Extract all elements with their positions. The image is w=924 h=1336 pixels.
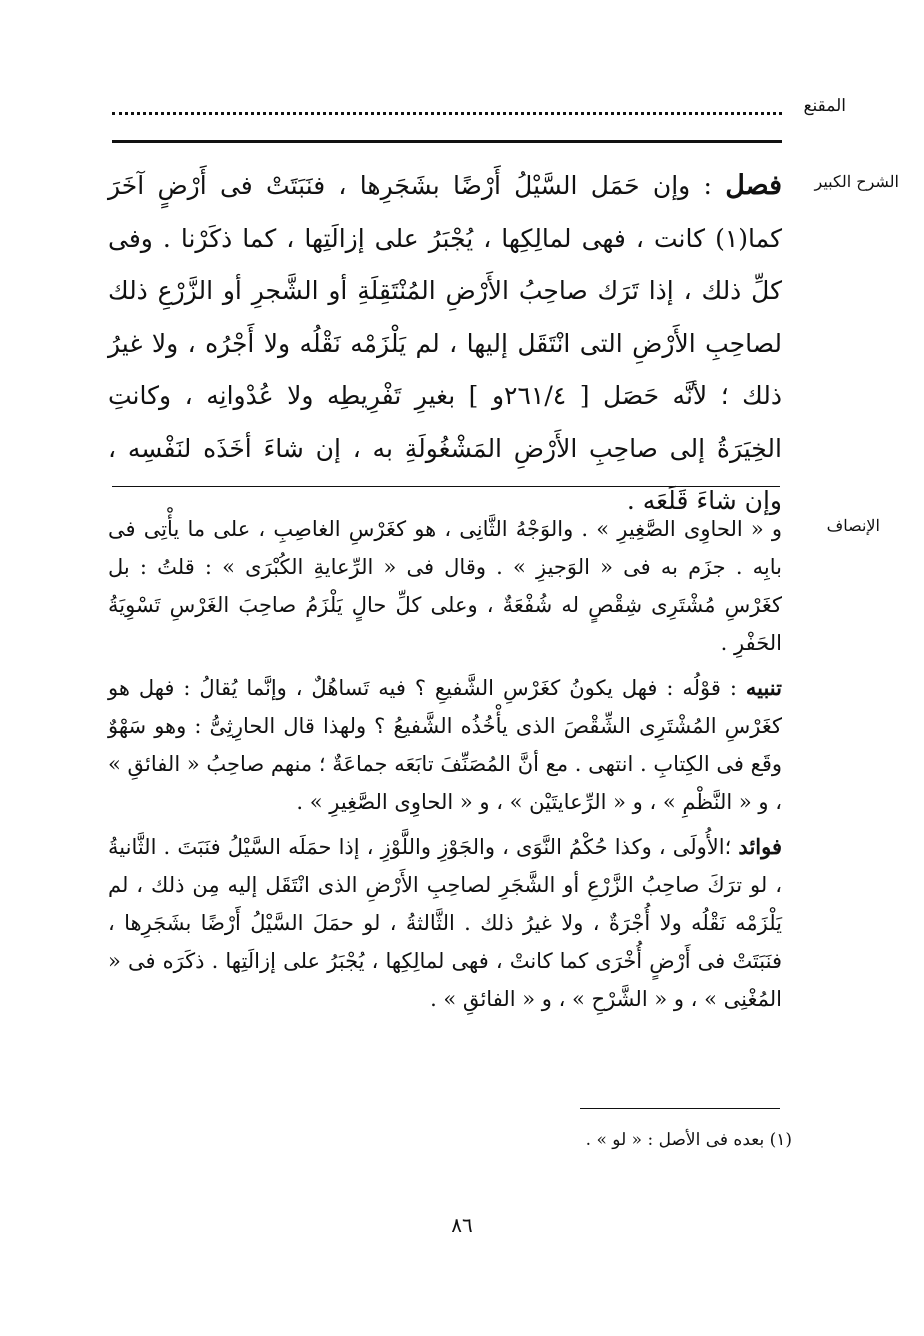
insaf-paragraph-text: ؛الأُولَى ، وكذا حُكْمُ النَّوَى ، والجَوْزِ واللَّوْزِ ، إذا حمَلَه السَّيْلُ فنَبَتَ . الثَّانيةُ ، لو ترَكَ صاحِبُ الزَّرْعِ أو الشَّجَرِ لصاحِبِ الأَرْضِ الذى انْتَقَل إليه مِن ذلك ، لم يَلْزَمْه نَقْلُه ولا أُجْرَةٌ ، ولا غيرُ ذلك . الثَّالثةُ ، لو حمَلَ السَّيْلُ أَرْضًا بشَجَرِها ، فنَبَتَتْ فى أَرْضٍ أُخْرَى كما كانتْ ، فهى لمالِكِها ، يُجْبَرُ على إزالَتِها . ذكَرَه فى « المُغْنِى » ، و « الشَّرْحِ » ، و « الفائقِ » .: [108, 835, 782, 1011]
footnote: (١) بعده فى الأصل : « لو » .: [585, 1130, 792, 1150]
insaf-margin-label: الإنصاف: [826, 516, 880, 535]
sharh-section: [108, 160, 782, 528]
section-divider: [112, 486, 780, 487]
tanbih-heading: تنبيه: [745, 675, 782, 700]
header-dotted-rule: [112, 112, 782, 115]
footnote-divider: [580, 1108, 780, 1109]
sharh-margin-label: الشرح الكبير: [814, 172, 899, 191]
sharh-heading: فصل: [725, 170, 783, 201]
insaf-paragraph: [108, 669, 782, 821]
sharh-text: : وإن حَمَل السَّيْلُ أَرْضًا بشَجَرِها ، فنَبَتَتْ فى أَرْضٍ آخَرَ كما(١) كانت ، فهى لمالِكِها ، يُجْبَرُ على إزالَتِها ، كما ذكَرْنا . وفى كلِّ ذلك ، إذا تَرَك صاحِبُ الأَرْضِ المُنْتَقِلَةِ أو الشَّجرِ أو الزَّرْعِ ذلك لصاحِبِ الأَرْضِ التى انْتَقَل إليها ، لم يَلْزَمْه نَقْلُه ولا أَجْرُه ، ولا غيرُ ذلك ؛ لأنَّه حَصَل [ ٢٦١/٤و ] بغيرِ تَفْرِيطِه ولا عُدْوانِه ، وكانتِ الخِيَرَةُ إلى صاحِبِ الأَرْضِ المَشْغُولَةِ به ، إن شاءَ أخَذَه لنَفْسِه ، وإن شاءَ قَلَعَه .: [108, 171, 782, 515]
insaf-paragraph-text: : قوْلُه : فهل يكونُ كغَرْسِ الشَّفيعِ ؟ فيه تَساهُلٌ ، وإنَّما يُقالُ : فهل هو كغَرْسِ المُشْتَرِى الشِّقْصَ الذى يأْخُذُه الشَّفيعُ ؟ ولهذا قال الحارِثِىُّ : وهو سَهْوٌ وقَع فى الكِتابِ . انتهى . مع أنَّ المُصَنِّفَ تابَعَه جماعَةٌ ؛ منهم صاحِبُ « الفائقِ » ، و « النَّظْمِ » ، و « الرِّعايتَيْن » ، و « الحاوِى الصَّغِيرِ » .: [108, 676, 782, 814]
insaf-section: [108, 510, 782, 1025]
insaf-paragraph-text: و « الحاوِى الصَّغِيرِ » . والوَجْهُ الثَّانِى ، هو كغَرْسِ الغاصِبِ ، على ما يأْتِى فى بابِه . جزَم به فى « الوَجيزِ » . وقال فى « الرِّعايةِ الكُبْرَى » : قلتُ : بل كغَرْسِ مُشْتَرِى شِقْصٍ له شُفْعَةٌ ، وعلى كلِّ حالٍ يَلْزَمُ صاحِبَ الغَرْسِ تَسْوِيَةُ الحَفْرِ .: [108, 517, 782, 655]
insaf-paragraph: [108, 828, 782, 1018]
header-solid-rule: [112, 140, 782, 143]
page-number: ٨٦: [451, 1213, 473, 1237]
fawaid-heading: فوائد: [738, 834, 783, 859]
running-header: المقنع: [803, 96, 846, 116]
insaf-paragraph: [108, 510, 782, 662]
